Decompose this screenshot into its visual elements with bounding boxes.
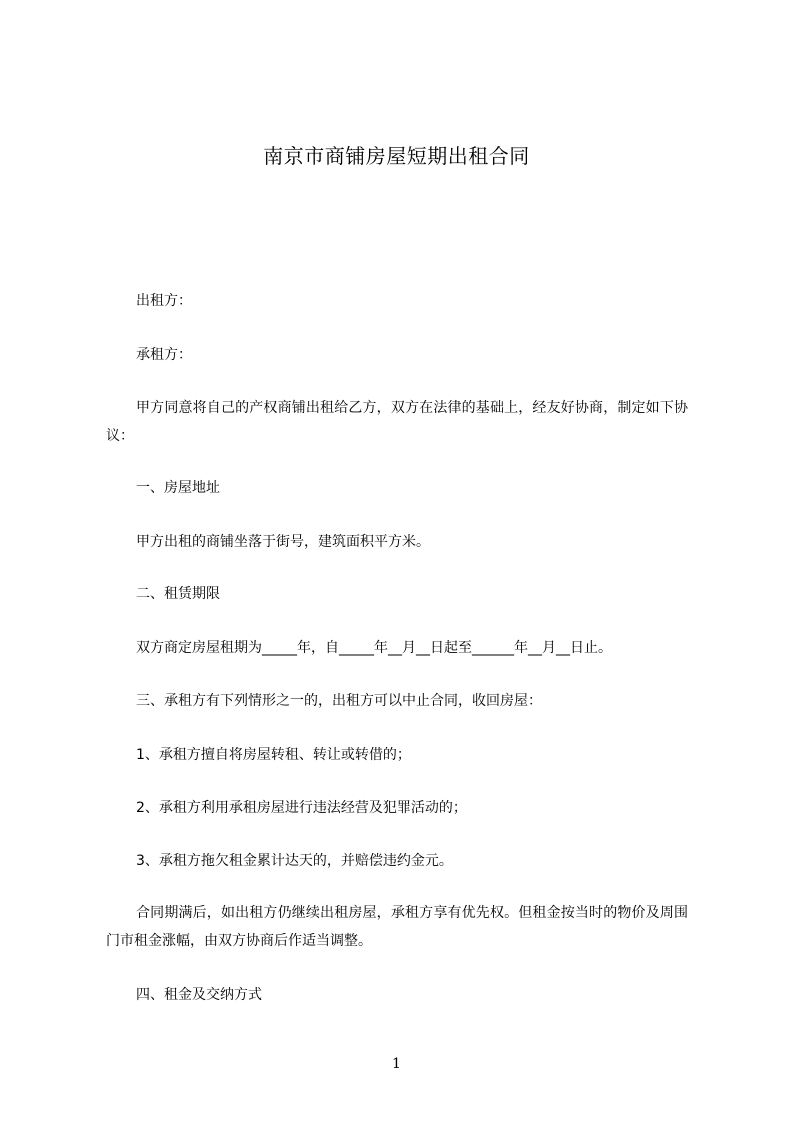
section2-text: 双方商定房屋租期为_____年，自_____年__月__日起至______年__月__日止。 (136, 640, 612, 656)
intro-paragraph: 甲方同意将自己的产权商铺出租给乙方，双方在法律的基础上，经友好协商，制定如下协议： (106, 400, 688, 444)
section1-heading: 一、房屋地址 (136, 480, 220, 496)
lessor-label: 出租方： (136, 293, 192, 309)
section3-item-3: 3、承租方拖欠租金累计达天的，并赔偿违约金元。 (136, 853, 453, 869)
page-number: 1 (392, 1056, 401, 1072)
document-title: 南京市商铺房屋短期出租合同 (263, 144, 530, 168)
section1-text: 甲方出租的商铺坐落于街号，建筑面积平方米。 (136, 534, 430, 550)
section4-heading: 四、租金及交纳方式 (136, 987, 262, 1003)
section2-heading: 二、租赁期限 (136, 586, 220, 602)
renewal-paragraph: 合同期满后，如出租方仍继续出租房屋，承租方享有优先权。但租金按当时的物价及周围门市租金涨幅，由双方协商后作适当调整。 (106, 905, 688, 949)
section3-heading: 三、承租方有下列情形之一的，出租方可以中止合同，收回房屋： (136, 693, 542, 709)
section3-item-1: 1、承租方擅自将房屋转租、转让或转借的； (136, 747, 411, 763)
lessee-label: 承租方： (136, 347, 192, 363)
section3-item-2: 2、承租方利用承租房屋进行违法经营及犯罪活动的； (136, 800, 467, 816)
